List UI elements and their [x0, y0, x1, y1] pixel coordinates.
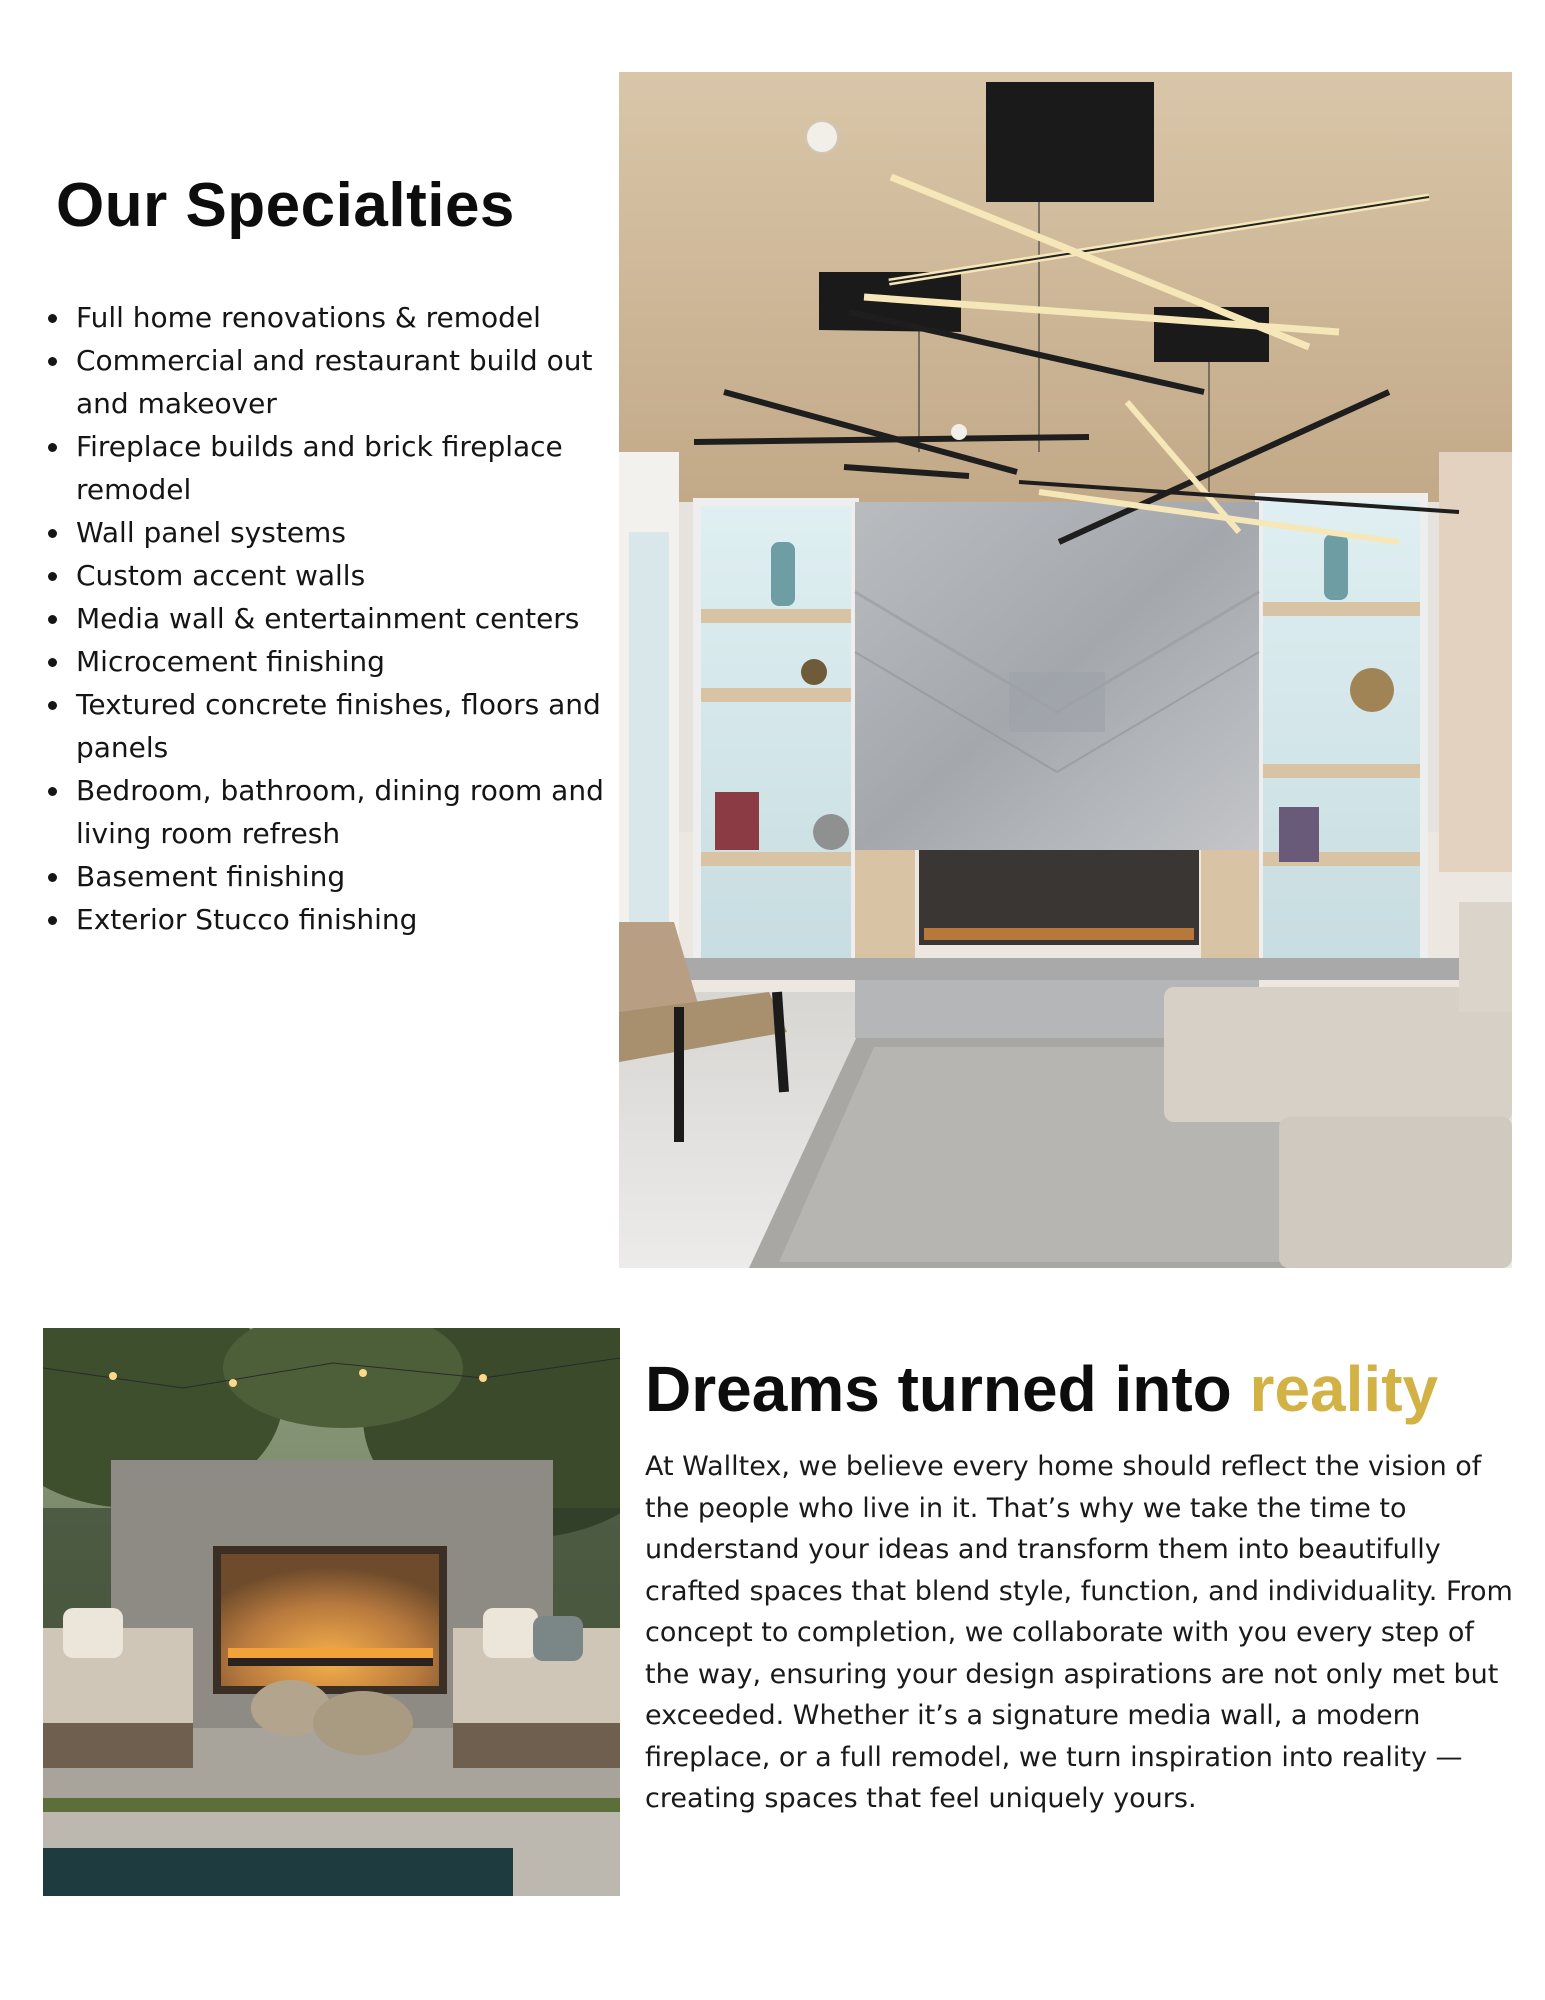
specialties-list	[42, 296, 652, 941]
dreams-heading-main: Dreams turned into	[645, 1353, 1250, 1425]
outdoor-fireplace-photo	[43, 1328, 620, 1896]
living-room-photo	[619, 72, 1512, 1268]
specialties-heading: Our Specialties	[56, 171, 515, 240]
list-item: • Bedroom, bathroom, dining room and living room refresh	[72, 769, 652, 855]
dreams-heading	[645, 1352, 1438, 1426]
list-item: • Commercial and restaurant build out and makeover	[72, 339, 652, 425]
list-item: • Full home renovations & remodel	[72, 296, 652, 339]
list-item: • Microcement finishing	[72, 640, 652, 683]
list-item: • Wall panel systems	[72, 511, 652, 554]
dreams-paragraph: At Walltex, we believe every home should reflect the vision of the people who live in it. That’s why we take the time to understand your ideas and transform them into beautifully crafted spaces that blend style, function, and individuality. From concept to completion, we collaborate with you every step of the way, ensuring your design aspirations are not only met but exceeded. Whether it’s a signature media wall, a modern fireplace, or a full remodel, we turn inspiration into reality — creating spaces that feel uniquely yours.	[645, 1451, 1513, 1814]
list-item: • Media wall & entertainment centers	[72, 597, 652, 640]
list-item: • Exterior Stucco finishing	[72, 898, 652, 941]
list-item: • Textured concrete finishes, floors and panels	[72, 683, 652, 769]
dreams-heading-accent: reality	[1249, 1353, 1439, 1425]
list-item: • Basement finishing	[72, 855, 652, 898]
list-item: • Custom accent walls	[72, 554, 652, 597]
list-item: • Fireplace builds and brick fireplace remodel	[72, 425, 652, 511]
